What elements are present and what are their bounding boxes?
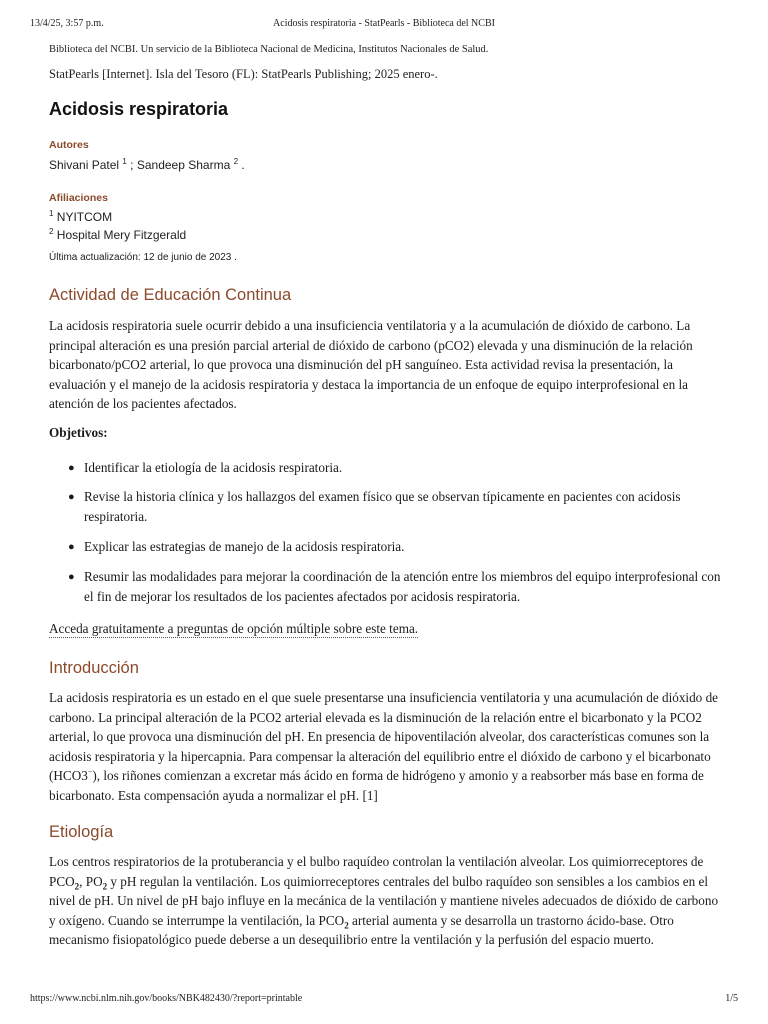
page-number: 1/5 <box>725 993 738 1004</box>
authors-label: Autores <box>49 139 89 151</box>
authors-line <box>49 157 245 174</box>
affiliation-name: Hospital Mery Fitzgerald <box>56 228 187 242</box>
print-datetime: 13/4/25, 3:57 p.m. <box>30 18 104 29</box>
affiliation-name: NYITCOM <box>56 210 113 224</box>
objectives-label: Objetivos: <box>49 425 108 440</box>
print-doc-title: Acidosis respiratoria - StatPearls - Biblioteca del NCBI <box>273 18 495 29</box>
affiliations-label: Afiliaciones <box>49 192 108 204</box>
page-title: Acidosis respiratoria <box>49 99 229 119</box>
affiliation-sup: 1 <box>49 209 54 218</box>
citation: StatPearls [Internet]. Isla del Tesoro (FL): StatPearls Publishing; 2025 enero-. <box>49 67 438 81</box>
bullet-icon: ● <box>68 571 75 583</box>
author-link[interactable]: Sandeep Sharma <box>136 158 231 172</box>
author-affil-sup: 1 <box>122 157 127 166</box>
affiliation-item <box>49 227 186 244</box>
mcq-access-link[interactable]: Acceda gratuitamente a preguntas de opción múltiple sobre este tema. <box>49 621 419 636</box>
affiliation-item <box>49 209 112 226</box>
section-heading-ce: Actividad de Educación Continua <box>49 286 292 304</box>
author-separator: ; <box>126 158 137 172</box>
author-end: . <box>238 158 245 172</box>
bullet-icon: ● <box>68 541 75 553</box>
affiliation-sup: 2 <box>49 227 54 236</box>
author-affil-sup: 2 <box>233 157 239 166</box>
section-heading-etiology: Etiología <box>49 823 114 841</box>
bullet-icon: ● <box>68 462 75 474</box>
objective-item: ● Identificar la etiología de la acidosis respiratoria. <box>84 458 723 478</box>
org-line: Biblioteca del NCBI. Un servicio de la Biblioteca Nacional de Medicina, Institutos Nacionales de Salud. <box>49 44 489 55</box>
etiology-paragraph: Los centros respiratorios de la protuberancia y el bulbo raquídeo controlan la ventilación alveolar. Los quimiorreceptores de $PCO_2$, $PO_2$ y pH regulan la ventilación. Los quimiorreceptores centrales del bulbo raquídeo son sensibles a los cambios en el nivel de pH. Un nivel de pH bajo influye en la mecánica de la ventilación y mantiene niveles adecuados de dióxido de carbono y oxígeno. Cuando se interrumpe la ventilación, la $PCO_2$ arterial aumenta y se desarrolla un trastorno ácido-base. Otro mecanismo fisiopatológico puede deberse a un desequilibrio entre la ventilación y la perfusión del espacio muerto. <box>49 854 719 948</box>
ce-paragraph: La acidosis respiratoria suele ocurrir debido a una insuficiencia ventilatoria y a la acumulación de dióxido de carbono. La principal alteración es una presión parcial arterial de dióxido de carbono (pCO2) elevada y una disminución de la relación bicarbonato/pCO2 arterial, lo que provoca una disminución del pH sanguíneo. Esta actividad revisa la presentación, la evaluación y el manejo de la acidosis respiratoria y destaca la importancia de un enfoque de equipo interprofesional en la atención de los pacientes afectados. <box>49 318 693 412</box>
print-url: https://www.ncbi.nlm.nih.gov/books/NBK482430/?report=printable <box>30 993 303 1004</box>
author-link[interactable]: Shivani Patel <box>49 158 120 172</box>
objective-item: ● Revise la historia clínica y los hallazgos del examen físico que se observan típicamente en pacientes con acidosis respiratoria. <box>68 489 681 524</box>
objective-item: ● Explicar las estrategias de manejo de la acidosis respiratoria. <box>84 537 723 557</box>
section-heading-intro: Introducción <box>49 659 139 677</box>
intro-paragraph: La acidosis respiratoria es un estado en el que suele presentarse una insuficiencia ventilatoria y una acumulación de dióxido de carbono. La principal alteración de la PCO2 arterial elevada es la disminución de la relación entre el bicarbonato y la PCO2 arterial, lo que provoca una disminución del pH. En presencia de hipoventilación alveolar, dos características comunes son la acidosis respiratoria y la hipercapnia. Para compensar la alteración del equilibrio entre el dióxido de carbono y el bicarbonato (HCO3−), los riñones comienzan a excretar más ácido en forma de hidrógeno y amonio y a reabsorber más base en forma de bicarbonato. Esta compensación ayuda a normalizar el pH. [1] <box>49 690 719 803</box>
bullet-icon: ● <box>68 491 75 503</box>
last-updated: Última actualización: 12 de junio de 2023 . <box>49 252 237 263</box>
objective-item: ● Resumir las modalidades para mejorar la coordinación de la atención entre los miembros del equipo interprofesional con el fin de mejorar los resultados de los pacientes afectados por acidosis respiratoria. <box>68 569 721 604</box>
